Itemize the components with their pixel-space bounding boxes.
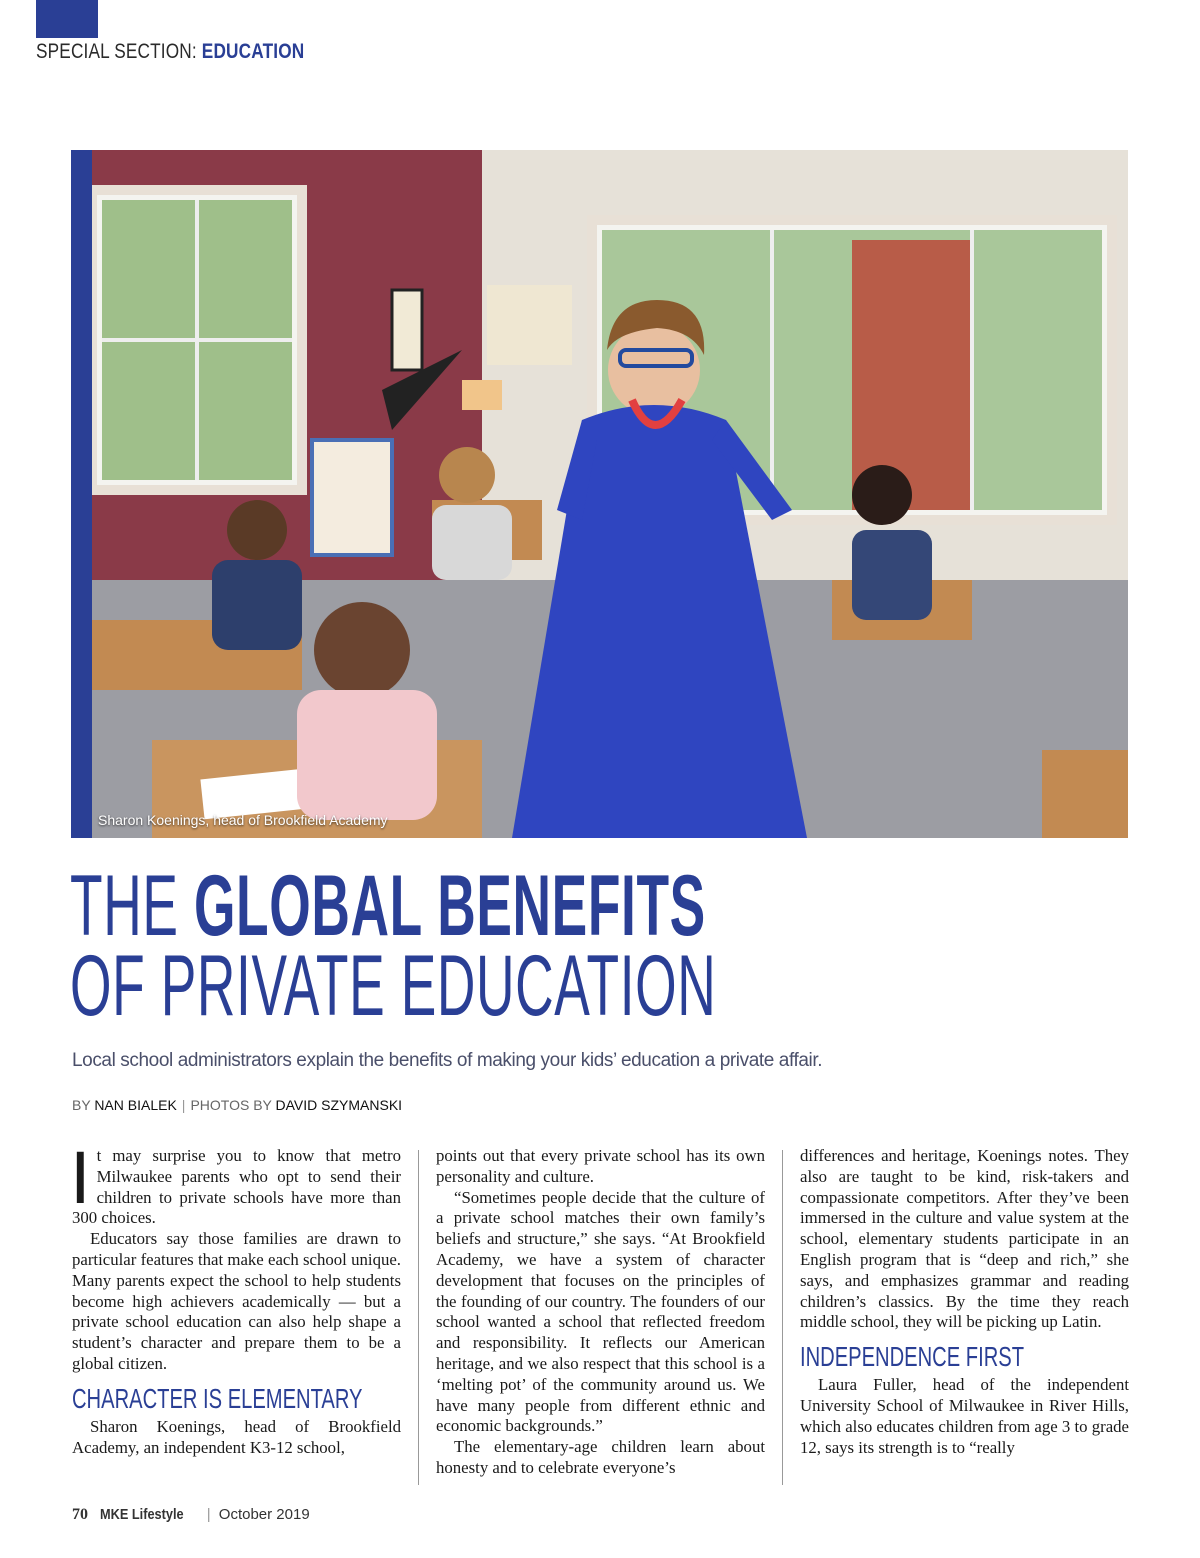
paragraph-text: t may surprise you to know that metro Milwaukee parents who opt to send their children to private schools have more than 300 choices.	[72, 1146, 401, 1228]
headline-light: THE	[70, 858, 194, 954]
article-column-3	[800, 1146, 1129, 1458]
section-prefix: SPECIAL SECTION:	[36, 40, 197, 63]
section-tab	[36, 0, 98, 38]
photo-caption: Sharon Koenings, head of Brookfield Academy	[98, 812, 388, 828]
headline	[70, 858, 717, 1034]
deck-subtitle: Local school administrators explain the benefits of making your kids’ education a private affair.	[72, 1050, 823, 1071]
article-column-2	[436, 1146, 765, 1479]
column-divider	[782, 1150, 783, 1485]
section-name: EDUCATION	[201, 40, 305, 63]
paragraph: Educators say those families are drawn to particular features that make each school unique. Many parents expect the school to help students become high achievers academically — but a private school education can also help shape a student’s character and prepare them to be a global citizen.	[72, 1229, 401, 1373]
photos-prefix: PHOTOS BY	[190, 1097, 276, 1113]
headline-line-2: OF PRIVATE EDUCATION	[70, 938, 717, 1034]
photographer-name: DAVID SZYMANSKI	[275, 1097, 403, 1113]
by-prefix: BY	[72, 1097, 95, 1113]
issue-date: October 2019	[218, 1506, 310, 1523]
author-name: NAN BIALEK	[94, 1097, 177, 1113]
page-number: 70	[72, 1506, 88, 1523]
byline	[72, 1097, 402, 1113]
classroom-illustration	[92, 150, 1128, 838]
headline-bold: GLOBAL BENEFITS	[193, 858, 706, 954]
feature-photo	[71, 150, 1128, 838]
paragraph: The elementary-age children learn about honesty and to celebrate everyone’s	[436, 1437, 765, 1477]
magazine-name: MKE Lifestyle	[100, 1506, 184, 1523]
paragraph	[70, 1136, 401, 1229]
section-label	[36, 40, 304, 64]
page-footer	[72, 1506, 310, 1524]
footer-separator: |	[206, 1506, 211, 1523]
drop-cap: I	[70, 1136, 91, 1219]
paragraph: differences and heritage, Koenings notes. They also are taught to be kind, risk-takers and compassionate competitors. After they’ve been immersed in the culture and value system at the school, elementary students participate in an English program that is “deep and rich,” she says, and emphasizes grammar and reading children’s classics. By the time they reach middle school, they will be picking up Latin.	[800, 1146, 1129, 1332]
paragraph: points out that every private school has its own personality and culture.	[436, 1146, 765, 1186]
headline-line-1	[70, 858, 716, 954]
column-divider	[418, 1150, 419, 1485]
byline-separator: |	[181, 1097, 186, 1113]
paragraph: “Sometimes people decide that the culture of a private school matches their own family’s beliefs and structure,” she says. “At Brookfield Academy, we have a system of character development that focuses on the principles of the founding of our country. The founders of our school wanted a school that reflected freedom and responsibility. It reflects our American heritage, and we also respect that this school is a ‘melting pot’ of the community around us. We have many people from different ethnic and economic backgrounds.”	[436, 1187, 765, 1436]
photo-accent-stripe	[71, 150, 92, 838]
subhead: INDEPENDENCE FIRST	[800, 1341, 1025, 1373]
subhead: CHARACTER IS ELEMENTARY	[72, 1382, 363, 1414]
paragraph: Laura Fuller, head of the independent University School of Milwaukee in River Hills, which also educates children from age 3 to grade 12, says its strength is to “really	[800, 1375, 1129, 1457]
paragraph: Sharon Koenings, head of Brookfield Academy, an independent K3-12 school,	[72, 1416, 401, 1457]
article-column-1	[70, 1136, 401, 1458]
